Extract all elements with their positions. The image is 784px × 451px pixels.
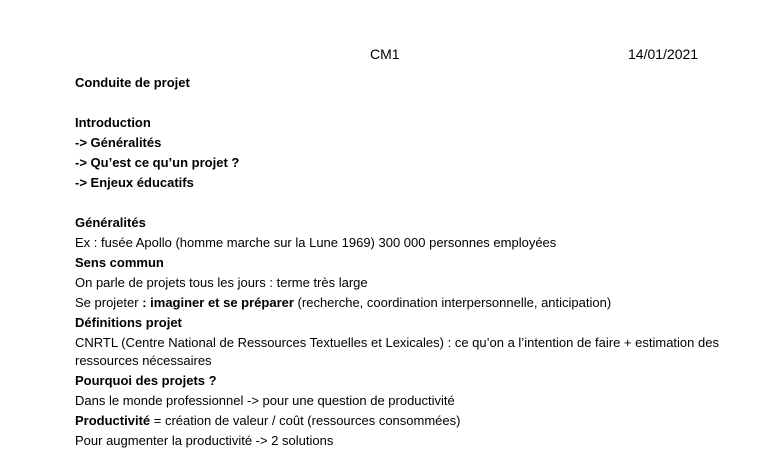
pourquoi-text: Dans le monde professionnel -> pour une question de productivité <box>75 393 455 408</box>
productivite-line <box>75 411 755 431</box>
cut-off-line: Pour augmenter la productivité -> 2 solutions <box>75 433 334 448</box>
sens-commun-text: On parle de projets tous les jours : terme très large <box>75 275 368 290</box>
course-label: CM1 <box>370 46 400 62</box>
outline-item-projet: -> Qu’est ce qu’un projet ? <box>75 155 240 170</box>
definitions-heading: Définitions projet <box>75 315 182 330</box>
pourquoi-heading: Pourquoi des projets ? <box>75 373 217 388</box>
productivite-bold: Productivité <box>75 413 151 428</box>
se-projeter-prefix: Se projeter <box>75 295 143 310</box>
generalites-heading: Généralités <box>75 215 146 230</box>
document-title: Conduite de projet <box>75 75 190 90</box>
spacer <box>75 93 755 113</box>
se-projeter-suffix: (recherche, coordination interpersonnelle, anticipation) <box>293 295 612 310</box>
spacer <box>75 193 755 213</box>
intro-heading: Introduction <box>75 115 151 130</box>
document-body <box>75 73 755 451</box>
productivite-text: = création de valeur / coût (ressources consommées) <box>150 413 461 428</box>
se-projeter-bold: : imaginer et se préparer <box>142 295 294 310</box>
sens-commun-heading: Sens commun <box>75 255 164 270</box>
outline-item-enjeux: -> Enjeux éducatifs <box>75 175 194 190</box>
date-label: 14/01/2021 <box>628 46 699 62</box>
se-projeter-line <box>75 293 755 313</box>
outline-item-generalites: -> Généralités <box>75 135 162 150</box>
cnrtl-text: CNRTL (Centre National de Ressources Textuelles et Lexicales) : ce qu’on a l’intention de faire + estimation des ressources nécessaires <box>75 335 719 368</box>
example-text: Ex : fusée Apollo (homme marche sur la Lune 1969) 300 000 personnes employées <box>75 235 557 250</box>
